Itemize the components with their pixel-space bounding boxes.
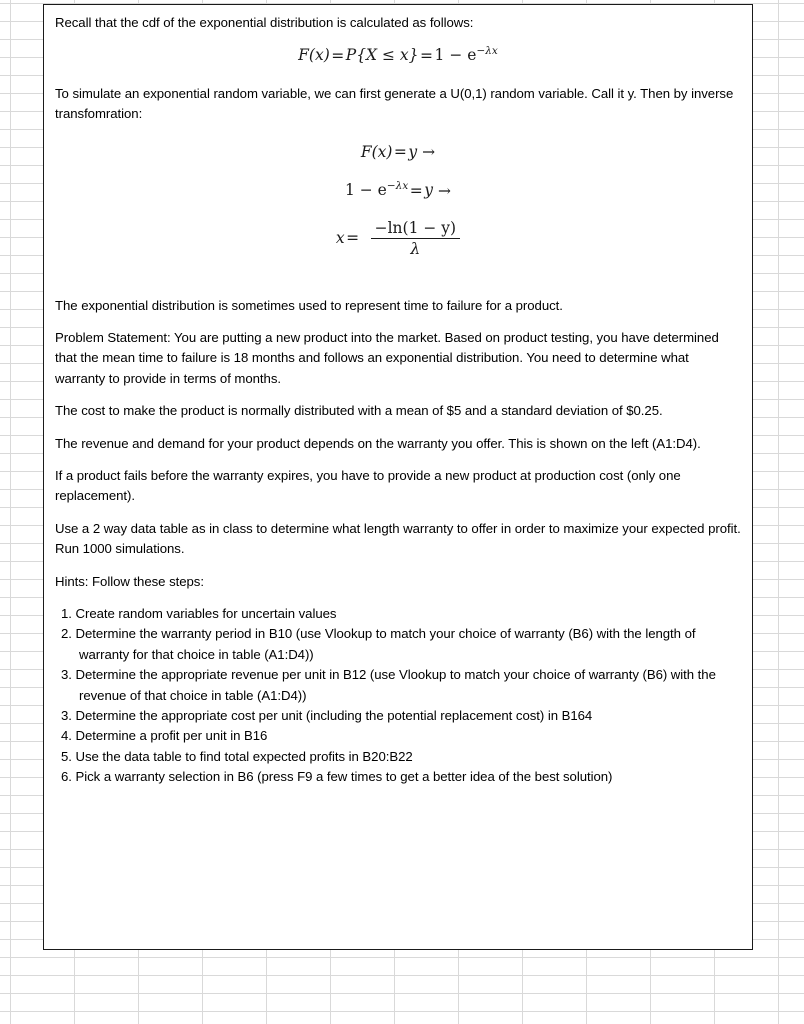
equation-solution — [55, 219, 741, 258]
spacer — [55, 316, 741, 328]
equation-fy-lhs: F(x) — [360, 143, 393, 162]
equation-fy-rhs: y — [408, 143, 418, 162]
data-table-paragraph: Use a 2 way data table as in class to determine what length warranty to offer in order to maximize your expected profit. Run 1000 simulations. — [55, 520, 741, 557]
spacer — [55, 422, 741, 434]
list-item: 1. Create random variables for uncertain values — [61, 606, 337, 621]
instructions-text-box[interactable] — [43, 4, 753, 950]
equation-cdf-lhs: F(x) — [298, 46, 330, 65]
hints-heading: Hints: Follow these steps: — [55, 573, 204, 589]
list-item: 3. Determine the appropriate revenue per unit in B12 (use Vlookup to match your choice of warranty (B6) with the revenue of that choice in table (A1:D4)) — [61, 667, 716, 703]
equation-inverse-lhs: 1 − e — [344, 181, 387, 200]
equation-solution-lhs: x= — [335, 229, 360, 248]
spacer — [55, 124, 741, 143]
equation-cdf-middle: P{X ≤ x} — [345, 46, 419, 65]
simulate-paragraph: To simulate an exponential random variable, we can first generate a U(0,1) random variable. Call it y. Then by inverse transfomration: — [55, 85, 734, 121]
equation-inverse-exponent: −λx — [386, 180, 409, 193]
spacer — [55, 65, 741, 84]
spacer — [55, 592, 741, 604]
list-item: 2. Determine the warranty period in B10 (use Vlookup to match your choice of warranty (B6) with the length of warranty for that choice in table (A1:D4)) — [61, 626, 696, 662]
spacer — [55, 161, 741, 180]
equation-cdf: $F(x)=P\{X \le x\}=1 - e^{-\lambda x}$ — [298, 45, 498, 65]
cost-paragraph: The cost to make the product is normally distributed with a mean of $5 and a standard deviation of $0.25. — [55, 403, 663, 419]
equation-fy: F(x)=y → — [360, 143, 436, 162]
intro-line: Recall that the cdf of the exponential distribution is calculated as follows: — [55, 15, 474, 30]
hints-list — [55, 604, 741, 788]
revenue-paragraph: The revenue and demand for your product depends on the warranty you offer. This is shown on the left (A1:D4). — [55, 435, 701, 451]
fraction-denominator: λ — [410, 239, 421, 258]
spacer — [55, 200, 741, 219]
equation-cdf-rhs: 1 − e — [434, 46, 477, 65]
spacer — [55, 258, 741, 296]
equation-inverse-arrow: → — [438, 181, 452, 200]
equation-inverse: $1 - e^{-\lambda x}=y$ → — [344, 180, 452, 200]
fraction-numerator: −ln(1 − y) — [371, 219, 460, 239]
list-item: 5. Use the data table to find total expected profits in B20:B22 — [61, 748, 413, 764]
spacer — [55, 33, 741, 45]
spacer — [55, 507, 741, 519]
list-item: 3. Determine the appropriate cost per unit (including the potential replacement cost) in B164 — [61, 708, 593, 724]
list-item: 6. Pick a warranty selection in B6 (press F9 a few times to get a better idea of the best solution) — [61, 769, 613, 785]
fraction — [371, 219, 460, 258]
spacer — [55, 389, 741, 401]
problem-statement-paragraph: Problem Statement: You are putting a new product into the market. Based on product testing, you have determined that the mean time to failure is 18 months and follows an exponential distribution. You need to determine what warranty to provide in terms of months. — [55, 329, 719, 386]
spacer — [55, 454, 741, 466]
equation-fy-arrow: → — [422, 143, 436, 162]
equation-cdf-exponent: −λx — [476, 45, 498, 58]
spacer — [55, 560, 741, 572]
replacement-paragraph: If a product fails before the warranty expires, you have to provide a new product at production cost (only one replacement). — [55, 467, 681, 504]
failure-paragraph: The exponential distribution is sometimes used to represent time to failure for a product. — [55, 297, 563, 313]
list-item: 4. Determine a profit per unit in B16 — [61, 728, 268, 744]
equation-inverse-rhs: y — [424, 181, 434, 200]
